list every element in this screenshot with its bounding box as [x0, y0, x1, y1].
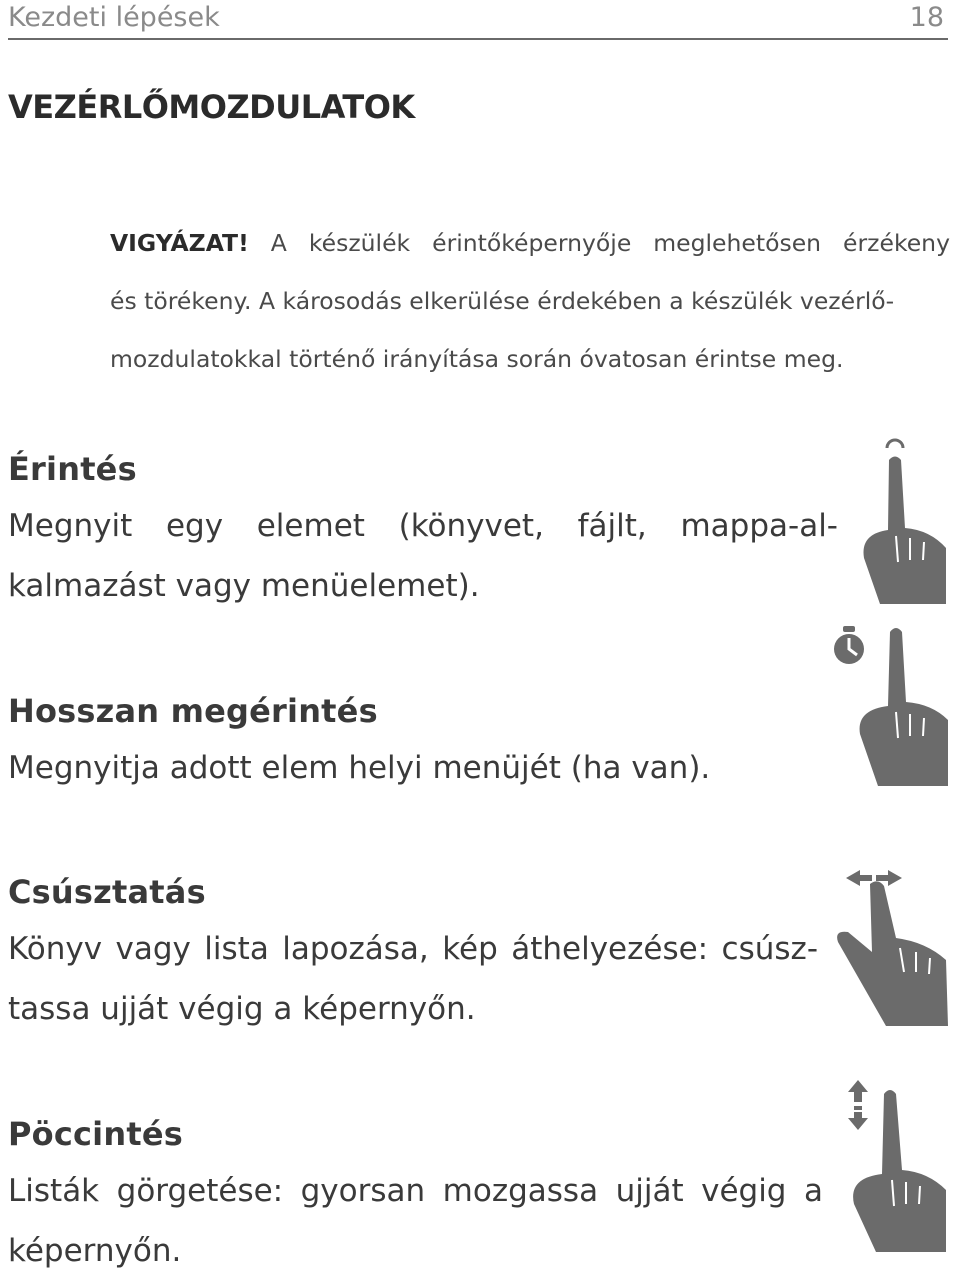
section-description: Könyv vagy lista lapozása, kép áthelyezése: csúsz- tassa ujját végig a képernyőn. — [8, 931, 818, 1027]
section-title: Hosszan megérintés — [8, 692, 378, 730]
gesture-flick — [8, 1115, 823, 1281]
page-header — [8, 0, 948, 40]
section-description: Megnyit egy elemet (könyvet, fájlt, mappa-al- kalmazást vagy menüelemet). — [8, 508, 838, 604]
flick-hand-icon — [840, 1080, 950, 1256]
tap-hand-icon — [858, 436, 950, 608]
warning-line-2: és törékeny. A károsodás elkerülése érdekében a készülék vezérlő- — [110, 287, 895, 315]
section-title: Csúsztatás — [8, 873, 206, 911]
gesture-long-press — [8, 692, 838, 798]
warning-line-1: VIGYÁZAT! A készülék érintőképernyője meglehetősen érzékeny — [110, 229, 950, 257]
section-description: Megnyitja adott elem helyi menüjét (ha van). — [8, 750, 711, 786]
page-title: VEZÉRLŐMOZDULATOK — [8, 88, 415, 126]
gesture-swipe — [8, 873, 818, 1039]
warning-label: VIGYÁZAT! — [110, 229, 249, 257]
page-number: 18 — [909, 2, 944, 33]
long-press-hand-icon — [834, 622, 952, 790]
swipe-hand-icon — [834, 868, 950, 1030]
warning-note — [110, 214, 950, 388]
gesture-tap — [8, 450, 838, 616]
section-title: Pöccintés — [8, 1115, 183, 1153]
section-title: Érintés — [8, 450, 137, 488]
chapter-title: Kezdeti lépések — [8, 2, 220, 33]
warning-line-3: mozdulatokkal történő irányítása során óvatosan érintse meg. — [110, 345, 844, 373]
section-description: Listák görgetése: gyorsan mozgassa ujját végig a képernyőn. — [8, 1173, 823, 1269]
